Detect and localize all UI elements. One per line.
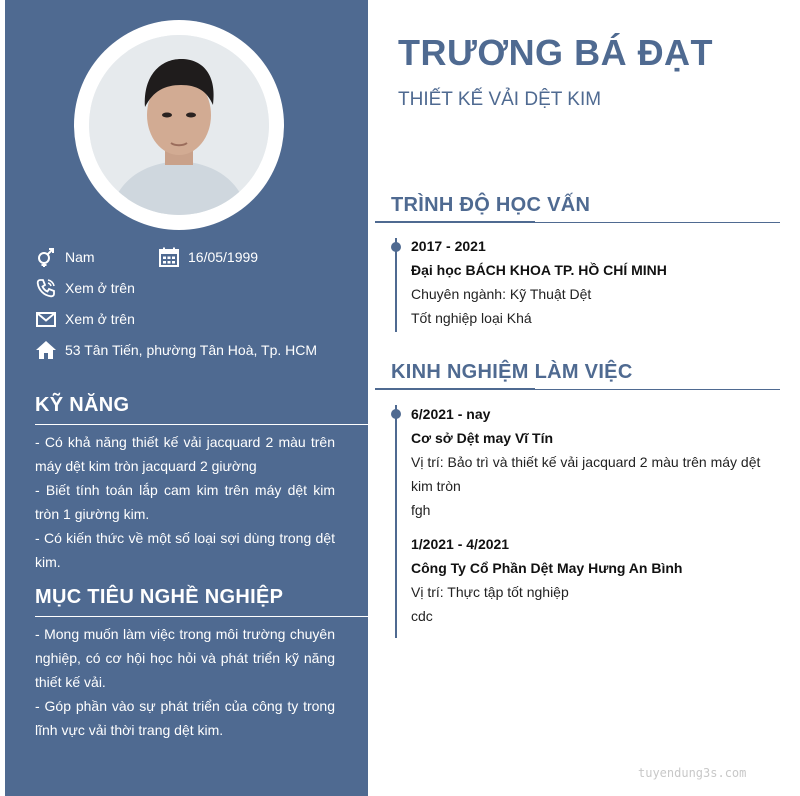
- education-heading: TRÌNH ĐỘ HỌC VẤN: [391, 194, 591, 216]
- phone-value: Xem ở trên: [65, 280, 135, 296]
- entry-date: 1/2021 - 4/2021: [411, 536, 510, 552]
- email-value: Xem ở trên: [65, 311, 135, 327]
- phone-row: [35, 277, 135, 299]
- experience-entry: [411, 532, 771, 628]
- skill-item: - Có kiến thức về một số loại sợi dùng trong dệt kim.: [35, 530, 335, 570]
- skills-divider: [35, 424, 368, 425]
- skills-heading: KỸ NĂNG: [35, 394, 130, 416]
- birthdate-row: [158, 246, 258, 268]
- objective-list: [35, 622, 335, 742]
- entry-detail: Vị trí: Thực tập tốt nghiệp: [411, 584, 569, 600]
- watermark: tuyendung3s.com: [638, 766, 747, 780]
- avatar: [89, 35, 269, 215]
- experience-entry: [411, 402, 771, 522]
- entry-organization: Đại học BÁCH KHOA TP. HỒ CHÍ MINH: [411, 262, 667, 278]
- experience-timeline-dot: [391, 409, 401, 419]
- avatar-portrait: [89, 35, 269, 215]
- entry-detail: Tốt nghiệp loại Khá: [411, 310, 532, 326]
- gender-value: Nam: [65, 249, 95, 265]
- entry-organization: Công Ty Cổ Phần Dệt May Hưng An Bình: [411, 560, 683, 576]
- education-divider-accent: [375, 221, 535, 223]
- entry-date: 2017 - 2021: [411, 238, 486, 254]
- objective-divider: [35, 616, 368, 617]
- experience-divider-accent: [375, 388, 535, 390]
- education-timeline-dot: [391, 242, 401, 252]
- entry-detail: fgh: [411, 502, 431, 518]
- entry-organization: Cơ sở Dệt may Vĩ Tín: [411, 430, 554, 446]
- gender-icon: [35, 246, 57, 268]
- gender-row: [35, 246, 95, 268]
- calendar-icon: [158, 246, 180, 268]
- birthdate-value: 16/05/1999: [188, 249, 259, 265]
- experience-heading: KINH NGHIỆM LÀM VIỆC: [391, 361, 633, 383]
- skills-list: [35, 430, 335, 574]
- objective-item: - Mong muốn làm việc trong môi trường chuyên nghiệp, có cơ hội học hỏi và phát triển kỹ năng thiết kế vải.: [35, 626, 335, 690]
- education-entry: [411, 234, 771, 330]
- skill-item: - Biết tính toán lắp cam kim trên máy dệt kim tròn 1 giường kim.: [35, 482, 335, 522]
- entry-detail: Chuyên ngành: Kỹ Thuật Dệt: [411, 286, 592, 302]
- entry-detail: cdc: [411, 608, 433, 624]
- envelope-icon: [35, 308, 57, 330]
- experience-timeline: [395, 405, 397, 638]
- education-timeline: [395, 238, 397, 332]
- candidate-job-title: THIẾT KẾ VẢI DỆT KIM: [398, 89, 602, 110]
- entry-detail: Vị trí: Bảo trì và thiết kế vải jacquard 2 màu trên máy dệt kim tròn: [411, 454, 761, 494]
- objective-item: - Góp phần vào sự phát triển của công ty trong lĩnh vực vải thời trang dệt kim.: [35, 698, 335, 738]
- candidate-name: TRƯƠNG BÁ ĐẠT: [398, 32, 714, 73]
- skill-item: - Có khả năng thiết kế vải jacquard 2 màu trên máy dệt kim tròn jacquard 2 giường: [35, 434, 335, 474]
- entry-date: 6/2021 - nay: [411, 406, 491, 422]
- home-icon: [35, 339, 57, 361]
- email-row: [35, 308, 135, 330]
- address-row: [35, 339, 317, 361]
- objective-heading: MỤC TIÊU NGHỀ NGHIỆP: [35, 586, 284, 608]
- address-value: 53 Tân Tiến, phường Tân Hoà, Tp. HCM: [65, 342, 318, 358]
- phone-icon: [35, 277, 57, 299]
